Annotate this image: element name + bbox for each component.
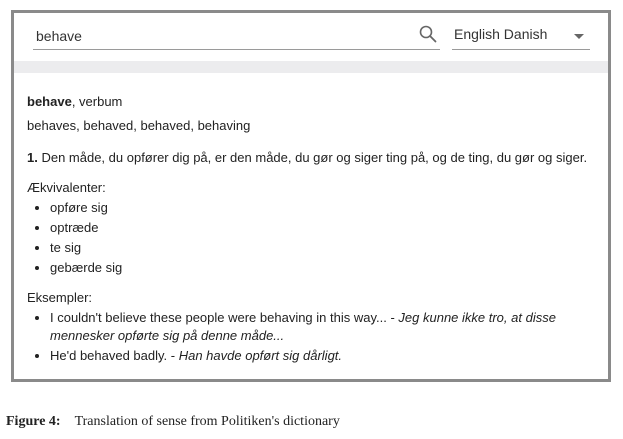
chevron-down-icon	[574, 34, 584, 39]
list-item	[50, 347, 602, 365]
sense-text: Den måde, du opfører dig på, er den måde, du gør og siger ting på, og de ting, du gør og siger.	[37, 150, 588, 165]
inflected-forms: behaves, behaved, behaved, behaving	[27, 118, 251, 133]
examples-label: Eksempler:	[27, 290, 93, 305]
part-of-speech: , verbum	[71, 94, 123, 109]
example-danish: Jeg kunne ikke tro, at disse mennesker opførte sig på denne måde...	[50, 310, 556, 343]
list-item	[50, 309, 602, 345]
caption-text: Translation of sense from Politiken's dictionary	[74, 414, 340, 429]
search-input[interactable]	[33, 23, 440, 50]
example-english: He'd behaved badly. -	[50, 348, 179, 363]
list-item: • gebærde sig	[50, 259, 602, 277]
search-icon[interactable]	[419, 25, 437, 43]
divider-band	[14, 61, 608, 73]
headword: behave	[27, 94, 72, 109]
dictionary-window	[11, 10, 611, 382]
search-bar	[14, 13, 608, 61]
list-item: • opføre sig	[50, 199, 602, 217]
sense-definition	[27, 149, 602, 167]
language-select-value: English Danish	[454, 26, 548, 42]
equivalents-label: Ækvivalenter:	[27, 180, 106, 195]
list-item: • te sig	[50, 239, 602, 257]
equivalents-list	[27, 199, 602, 277]
language-select[interactable]	[452, 21, 590, 50]
sense-number: 1.	[27, 150, 38, 165]
headword-line	[27, 93, 602, 111]
example-english: I couldn't believe these people were behaving in this way... -	[50, 310, 399, 325]
caption-label: Figure 4:	[6, 414, 61, 429]
figure-caption	[6, 414, 340, 430]
example-danish: Han havde opført sig dårligt.	[178, 348, 343, 363]
list-item: • optræde	[50, 219, 602, 237]
examples-list	[27, 309, 602, 365]
entry-content	[27, 93, 602, 367]
